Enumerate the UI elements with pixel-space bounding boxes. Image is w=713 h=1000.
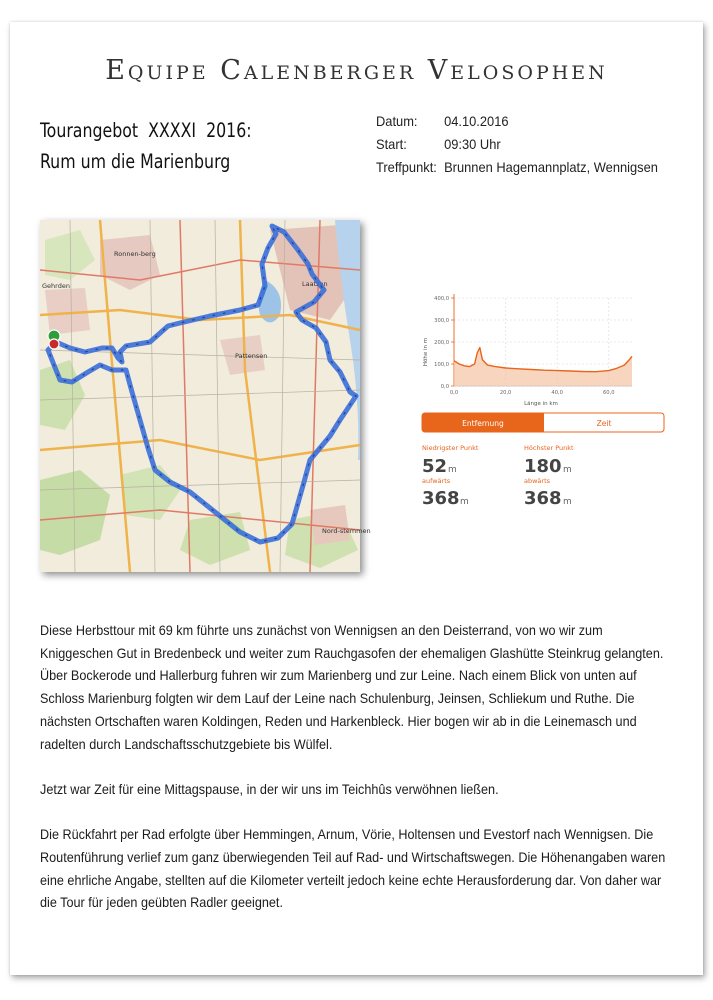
descent-unit: m bbox=[563, 497, 572, 507]
elevation-y-axis-label: Höhe in m bbox=[423, 337, 429, 367]
map-label-gehrden: Gehrden bbox=[42, 282, 70, 290]
lowest-point-value: 52 bbox=[422, 456, 448, 477]
date-value: 04.10.2016 bbox=[444, 113, 509, 129]
date-label: Datum: bbox=[376, 113, 418, 129]
tab-time[interactable]: Zeit bbox=[596, 419, 612, 428]
lowest-point-label: Niedrigster Punkt bbox=[422, 444, 479, 452]
highest-point-unit: m bbox=[563, 465, 572, 475]
page-title: Equipe Calenberger Velosophen bbox=[105, 55, 608, 86]
tour-info bbox=[376, 110, 658, 179]
paragraph-2: Jetzt war Zeit für eine Mittagspause, in der wir uns im Teichhûs verwöhnen ließen. bbox=[40, 781, 499, 797]
map-label-laatzen: Laatzen bbox=[302, 280, 328, 288]
meetpoint-value: Brunnen Hagemannplatz, Wennigsen bbox=[444, 159, 658, 175]
ascent-label: aufwärts bbox=[422, 477, 451, 485]
descent-label: abwärts bbox=[524, 477, 551, 485]
descent-value: 368 bbox=[524, 488, 562, 509]
map-label-nordstemmen: Nord-stemmen bbox=[322, 527, 371, 535]
elevation-y-tick-label: 100,0 bbox=[434, 362, 449, 368]
start-value: 09:30 Uhr bbox=[444, 136, 501, 152]
paragraph-1: Diese Herbsttour mit 69 km führte uns zunächst von Wennigsen an den Deisterrand, von wo wir zum Kniggeschen Gut in Bredenbeck und weiter zum Rauchgasofen der ehemaligen Glashütte Steinkrug gelangten. Über Bockerode und Hallerburg fuhren wir zum Marienberg und zur Leine. Nach einem Blick von unten auf Schloss Marienburg folgten wir dem Lauf der Leine nach Schulenburg, Jeinsen, Schliekum und Ruthe. Die nächsten Ortschaften waren Koldingen, Reden und Harkenbleck. Hier bogen wir ab in die Leinemasch und radelten durch Landschaftsschutzgebiete bis Wülfel. bbox=[40, 623, 664, 752]
elevation-widget bbox=[418, 280, 666, 520]
tour-heading bbox=[40, 115, 252, 177]
tour-heading-line1: Tourangebot XXXXI 2016: bbox=[40, 119, 252, 142]
map-label-pattensen: Pattensen bbox=[235, 352, 268, 360]
ascent-unit: m bbox=[460, 497, 469, 507]
tour-description bbox=[40, 620, 675, 938]
elevation-y-tick-label: 200,0 bbox=[434, 340, 449, 346]
meetpoint-label: Treffpunkt: bbox=[376, 159, 437, 175]
start-marker-icon bbox=[48, 330, 60, 349]
highest-point-label: Höchster Punkt bbox=[524, 444, 574, 452]
paragraph-3: Die Rückfahrt per Rad erfolgte über Hemmingen, Arnum, Vörie, Holtensen und Evestorf nach Wennigsen. Die Routenführung verlief zum ganz überwiegenden Teil auf Rad- und Wirtschaftswegen. Die Höhenangaben waren eine ehrliche Angabe, stellten auf die Kilometer verteilt jedoch keine echte Herausforderung dar. Von daher war die Tour für jeden geübten Radler geeignet. bbox=[40, 827, 666, 911]
elevation-y-tick-label: 300,0 bbox=[434, 318, 449, 324]
elevation-x-tick-label: 0,0 bbox=[449, 390, 459, 396]
elevation-x-axis-label: Länge in km bbox=[524, 401, 558, 407]
route-map bbox=[40, 220, 371, 572]
ascent-value: 368 bbox=[422, 488, 460, 509]
tour-heading-line2: Rum um die Marienburg bbox=[40, 150, 231, 173]
elevation-x-tick-label: 20,0 bbox=[499, 390, 512, 396]
tab-distance[interactable]: Entfernung bbox=[462, 419, 504, 428]
lowest-point-unit: m bbox=[448, 465, 457, 475]
distance-time-toggle bbox=[422, 413, 664, 432]
start-label: Start: bbox=[376, 136, 407, 152]
map-label-ronnenberg: Ronnen-berg bbox=[114, 250, 156, 258]
elevation-chart bbox=[418, 280, 666, 520]
elevation-y-tick-label: 400,0 bbox=[434, 296, 449, 302]
elevation-x-tick-label: 60,0 bbox=[603, 390, 615, 396]
route-map-svg bbox=[40, 220, 371, 572]
elevation-x-tick-label: 40,0 bbox=[551, 390, 563, 396]
highest-point-value: 180 bbox=[524, 456, 562, 477]
elevation-y-tick-label: 0,0 bbox=[440, 384, 449, 390]
